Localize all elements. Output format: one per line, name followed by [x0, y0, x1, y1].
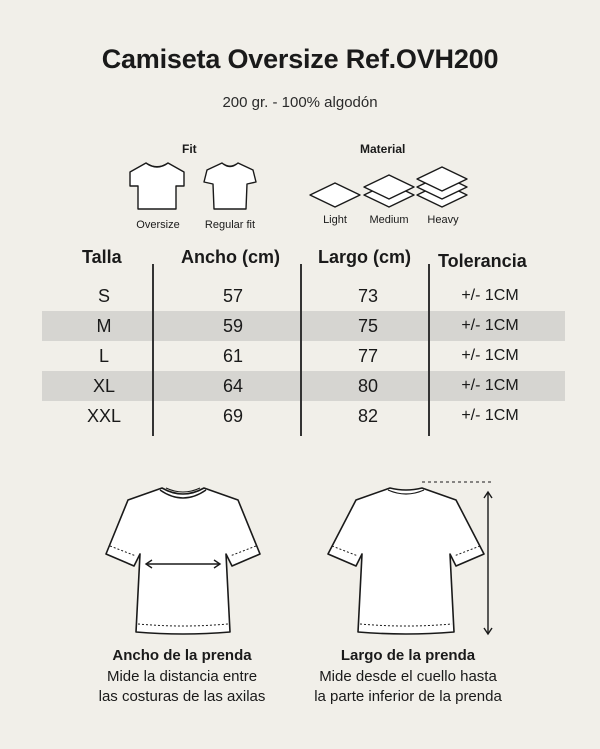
fit-option-label: Oversize	[136, 219, 180, 231]
material-option-label: Heavy	[427, 214, 459, 226]
oversize-tshirt-icon	[126, 160, 188, 212]
page-title: Camiseta Oversize Ref.OVH200	[101, 44, 499, 74]
cell-tolerance: +/- 1CM	[461, 377, 519, 394]
cell-width: 69	[222, 406, 244, 426]
cell-size: M	[96, 316, 112, 336]
cell-size: S	[97, 286, 110, 306]
table-vline	[300, 264, 302, 436]
material-option-label: Light	[323, 214, 347, 226]
width-caption-title: Ancho de la prenda	[112, 647, 252, 664]
table-vline	[428, 264, 430, 436]
width-measure-tshirt-icon	[100, 484, 266, 640]
length-caption-title: Largo de la prenda	[340, 647, 476, 664]
cell-width: 64	[222, 376, 244, 396]
cell-length: 75	[357, 316, 379, 336]
length-caption-line2: la parte inferior de la prenda	[314, 688, 502, 705]
cell-size: XL	[92, 376, 116, 396]
cell-length: 73	[357, 286, 379, 306]
table-header-length: Largo (cm)	[318, 247, 412, 267]
cell-width: 61	[222, 346, 244, 366]
table-header-size: Talla	[82, 247, 122, 267]
table-vline	[152, 264, 154, 436]
material-label: Material	[360, 142, 406, 156]
triple-layer-icon	[415, 164, 469, 212]
cell-tolerance: +/- 1CM	[461, 287, 519, 304]
material-option-label: Medium	[369, 214, 409, 226]
cell-length: 82	[357, 406, 379, 426]
cell-size: L	[98, 346, 109, 366]
cell-width: 57	[222, 286, 244, 306]
page-subtitle: 200 gr. - 100% algodón	[222, 94, 378, 111]
regular-tshirt-icon	[202, 160, 258, 212]
cell-size: XXL	[86, 406, 122, 426]
table-header-tolerance: Tolerancia	[438, 251, 527, 271]
double-layer-icon	[362, 172, 416, 212]
width-caption-line1: Mide la distancia entre	[106, 668, 258, 685]
single-layer-icon	[308, 180, 362, 210]
length-measure-tshirt-icon	[322, 478, 502, 640]
cell-length: 80	[357, 376, 379, 396]
width-caption-line2: las costuras de las axilas	[98, 688, 266, 705]
cell-tolerance: +/- 1CM	[461, 317, 519, 334]
table-header-width: Ancho (cm)	[181, 247, 280, 267]
fit-label: Fit	[182, 142, 197, 156]
cell-tolerance: +/- 1CM	[461, 347, 519, 364]
fit-option-label: Regular fit	[204, 219, 256, 231]
length-caption-line1: Mide desde el cuello hasta	[319, 668, 497, 685]
cell-length: 77	[357, 346, 379, 366]
cell-tolerance: +/- 1CM	[461, 407, 519, 424]
cell-width: 59	[222, 316, 244, 336]
